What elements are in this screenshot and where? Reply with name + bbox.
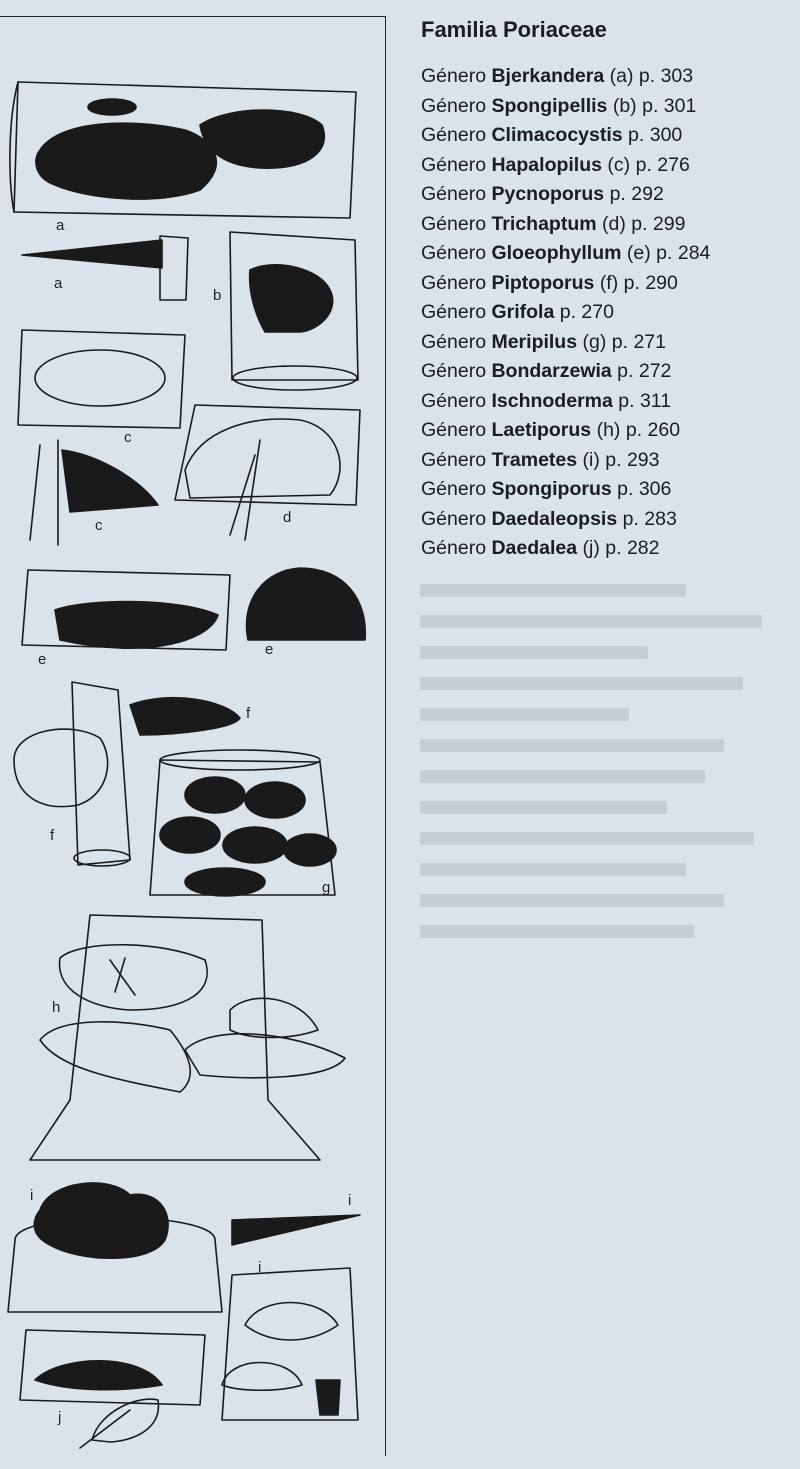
genus-page: p. 260 — [625, 419, 681, 441]
genus-fig: (f) — [599, 271, 619, 294]
genus-prefix: Género — [421, 183, 487, 205]
genus-prefix: Género — [421, 65, 487, 87]
genus-page: p. 290 — [623, 271, 678, 294]
genus-prefix: Género — [421, 271, 487, 294]
genus-page: p. 272 — [617, 360, 672, 382]
genus-name: Daedaleopsis — [491, 507, 618, 530]
genus-item — [421, 269, 710, 299]
genus-name: Grifola — [491, 301, 555, 323]
genus-page: p. 299 — [631, 212, 686, 235]
genus-item — [421, 328, 710, 358]
genus-fig: (j) — [582, 537, 600, 559]
genus-prefix: Género — [421, 507, 487, 530]
genus-page: p. 284 — [656, 242, 711, 264]
genus-item — [421, 239, 710, 269]
genus-fig: (i) — [582, 448, 600, 471]
fig-label: i — [258, 1259, 262, 1276]
genus-page: p. 300 — [628, 124, 683, 146]
fig-label: g — [322, 879, 331, 896]
fig-label: j — [58, 1409, 62, 1426]
family-title — [421, 17, 607, 43]
genus-prefix: Género — [421, 537, 487, 559]
genus-item — [421, 210, 710, 240]
genus-prefix: Género — [421, 419, 487, 441]
genus-prefix: Género — [421, 153, 487, 176]
genus-page: p. 311 — [618, 389, 672, 412]
genus-item — [421, 151, 710, 181]
genus-name: Meripilus — [491, 330, 578, 353]
family-label: Familia — [421, 17, 497, 42]
genus-name: Ischnoderma — [491, 389, 613, 412]
genus-name: Climacocystis — [491, 124, 623, 146]
illustration-i-stump2 — [222, 1268, 358, 1420]
illustration-d-log — [175, 405, 360, 540]
illustration-j-log — [20, 1330, 205, 1448]
fig-label: c — [95, 517, 103, 534]
fig-label: d — [283, 509, 292, 526]
genus-name: Spongiporus — [491, 478, 612, 500]
genus-page: p. 293 — [605, 448, 660, 471]
genus-prefix: Género — [421, 212, 487, 235]
genus-fig: (a) — [609, 65, 634, 87]
fig-label: b — [213, 287, 222, 304]
genus-prefix: Género — [421, 448, 487, 471]
genus-page: p. 306 — [617, 478, 672, 500]
illustration-g-stump — [150, 750, 336, 896]
genus-name: Pycnoporus — [491, 183, 605, 205]
genus-name: Hapalopilus — [491, 153, 602, 176]
genus-page: p. 271 — [611, 330, 666, 353]
genus-name: Bondarzewia — [491, 360, 612, 382]
illustration-i-profile — [232, 1215, 360, 1245]
genus-prefix: Género — [421, 389, 487, 412]
fig-label: h — [52, 999, 61, 1016]
fig-label: i — [348, 1192, 352, 1209]
genus-item — [421, 92, 710, 122]
genus-prefix: Género — [421, 242, 487, 264]
genus-page: p. 282 — [605, 537, 660, 559]
genera-list — [421, 62, 710, 564]
genus-fig: (b) — [612, 94, 637, 117]
genus-prefix: Género — [421, 330, 487, 353]
genus-item — [421, 505, 710, 535]
genus-fig: (h) — [596, 419, 621, 441]
genus-item — [421, 298, 710, 328]
genus-page: p. 292 — [609, 183, 664, 205]
genus-item — [421, 62, 710, 92]
genus-prefix: Género — [421, 301, 487, 323]
genus-prefix: Género — [421, 124, 487, 146]
fig-label: f — [246, 705, 251, 722]
genus-prefix: Género — [421, 478, 487, 500]
genus-item — [421, 416, 710, 446]
genus-name: Laetiporus — [491, 419, 592, 441]
genus-item — [421, 121, 710, 151]
illustration-c-log — [18, 330, 185, 428]
genus-prefix: Género — [421, 94, 487, 117]
genus-name: Spongipellis — [491, 94, 608, 117]
illustration-b-trunk — [230, 232, 358, 390]
genus-page: p. 283 — [622, 507, 677, 530]
genus-name: Piptoporus — [491, 271, 595, 294]
illustration-a-log — [10, 82, 356, 218]
illustration-c-profile — [30, 440, 158, 545]
fig-label: i — [30, 1187, 34, 1204]
genus-fig: (g) — [582, 330, 607, 353]
genus-name: Bjerkandera — [491, 65, 605, 87]
genus-fig: (c) — [607, 153, 631, 176]
genus-name: Trichaptum — [491, 212, 597, 235]
fig-label: c — [124, 429, 132, 446]
genus-item — [421, 357, 710, 387]
genus-item — [421, 475, 710, 505]
fig-label: f — [50, 827, 55, 844]
fig-label: e — [265, 641, 274, 658]
fungi-illustrations — [0, 0, 386, 1469]
fig-label: a — [54, 275, 63, 292]
fig-label: e — [38, 651, 47, 668]
fig-label: a — [56, 217, 65, 234]
illustration-h-stump — [30, 915, 345, 1160]
genus-fig: (e) — [626, 242, 651, 264]
family-name: Poriaceae — [502, 17, 607, 42]
genus-page: p. 270 — [559, 301, 614, 323]
genus-page: p. 301 — [642, 94, 697, 117]
illustration-e-log — [22, 570, 230, 650]
genus-page: p. 276 — [635, 153, 690, 176]
genus-name: Gloeophyllum — [491, 242, 622, 264]
genus-name: Daedalea — [491, 537, 578, 559]
illustration-a-section — [22, 236, 188, 300]
illustration-i-stump — [8, 1183, 222, 1312]
bleed-through-text — [420, 566, 800, 1126]
genus-item — [421, 387, 710, 417]
genus-item — [421, 534, 710, 564]
genus-item — [421, 446, 710, 476]
genus-prefix: Género — [421, 360, 487, 382]
illustration-e-pores — [247, 568, 366, 640]
genus-name: Trametes — [491, 448, 578, 471]
genus-item — [421, 180, 710, 210]
genus-page: p. 303 — [638, 65, 694, 87]
genus-fig: (d) — [602, 212, 626, 235]
